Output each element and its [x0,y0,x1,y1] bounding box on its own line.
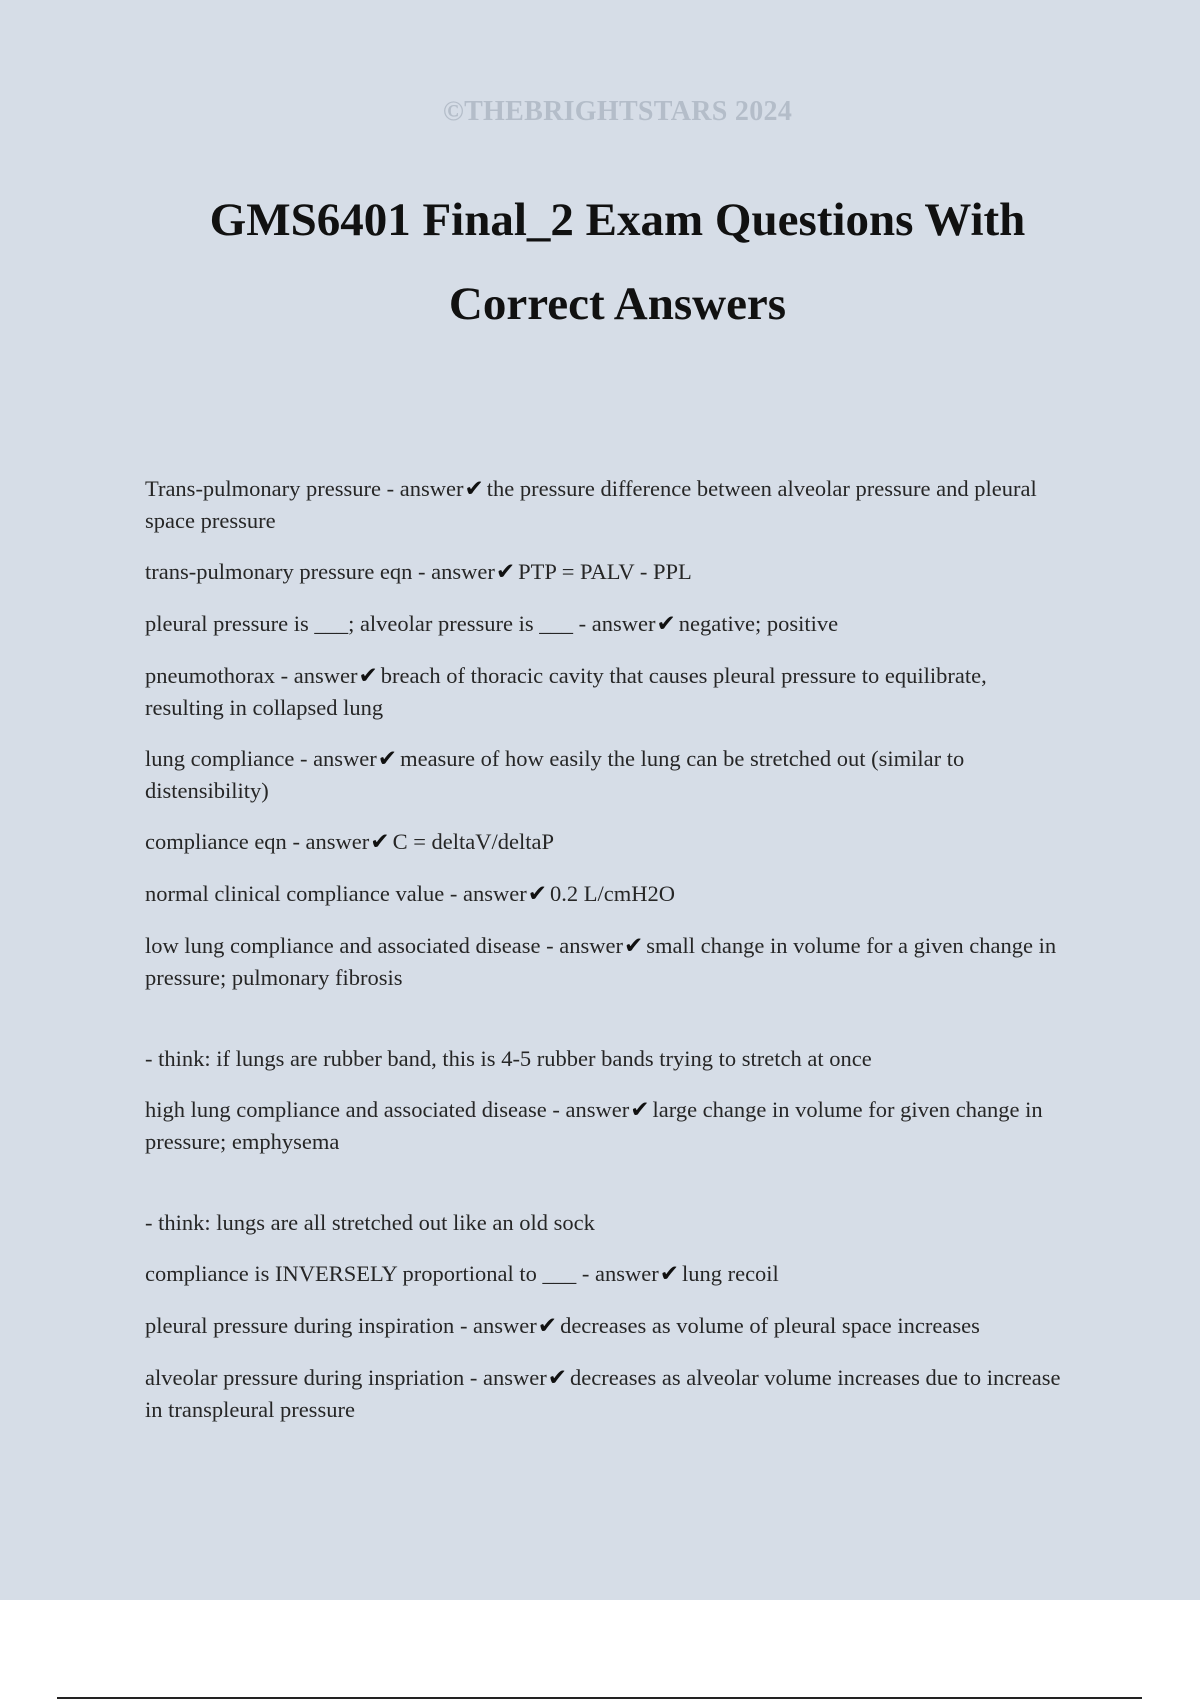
answer-separator: - answer [280,663,358,688]
qa-list [145,473,1065,1445]
answer-text: breach of thoracic cavity that causes pleural pressure to equilibrate, resulting in collapsed lung [145,663,987,720]
answer-text: decreases as alveolar volume increases due to increase in transpleural pressure [145,1365,1061,1422]
title-line-1: GMS6401 Final_2 Exam Questions With [209,194,1026,246]
question-term: lung compliance [145,746,295,771]
qa-item [145,1362,1065,1425]
question-term: Trans-pulmonary pressure [145,476,382,501]
check-icon: ✔ [537,1313,558,1339]
check-icon: ✔ [377,746,398,772]
answer-separator: - answer [299,746,377,771]
question-term: pleural pressure is ___; alveolar pressure is ___ [145,611,574,636]
title-line-2: Correct Answers [448,278,787,330]
answer-separator: - answer [552,1097,630,1122]
answer-text: large change in volume for given change in pressure; emphysema [145,1097,1043,1154]
question-term: pneumothorax [145,663,275,688]
question-term: normal clinical compliance value [145,881,445,906]
question-term: compliance is INVERSELY proportional to ___ [145,1261,577,1286]
qa-item [145,1258,1065,1290]
answer-text: PTP = PALV - PPL [518,559,692,584]
qa-item [145,1094,1065,1157]
answer-separator: - answer [459,1313,537,1338]
answer-separator: - answer [581,1261,659,1286]
answer-separator: - answer [449,881,527,906]
qa-item [145,556,1065,588]
question-term: trans-pulmonary pressure eqn [145,559,413,584]
answer-text: small change in volume for a given change in pressure; pulmonary fibrosis [145,933,1057,990]
answer-text: negative; positive [678,611,839,636]
answer-separator: - answer [578,611,656,636]
qa-item [145,473,1065,536]
answer-text: decreases as volume of pleural space increases [560,1313,980,1338]
think-note: - think: if lungs are rubber band, this is 4-5 rubber bands trying to stretch at once [145,1046,872,1071]
qa-item [145,608,1065,640]
check-icon: ✔ [630,1097,650,1123]
qa-item [145,1310,1065,1342]
question-term: alveolar pressure during inspriation [145,1365,465,1390]
qa-item [145,878,1065,910]
check-icon: ✔ [623,933,644,959]
question-term: low lung compliance and associated disease [145,933,541,958]
question-term: pleural pressure during inspiration [145,1313,455,1338]
think-note: - think: lungs are all stretched out like an old sock [145,1210,595,1235]
qa-item [145,743,1065,806]
answer-separator: - answer [292,829,370,854]
question-term: compliance eqn [145,829,287,854]
check-icon: ✔ [370,829,390,855]
answer-text: 0.2 L/cmH2O [550,881,675,906]
page-divider [57,1697,1142,1699]
page-title [180,178,1055,346]
answer-text: the pressure difference between alveolar pressure and pleural space pressure [145,476,1037,533]
check-icon: ✔ [547,1365,568,1391]
answer-separator: - answer [386,476,464,501]
answer-text: lung recoil [681,1261,779,1286]
check-icon: ✔ [659,1261,679,1287]
answer-text: measure of how easily the lung can be stretched out (similar to distensibility) [145,746,965,803]
check-icon: ✔ [527,881,547,907]
qa-item [145,660,1065,723]
answer-separator: - answer [546,933,623,958]
question-term: high lung compliance and associated disease [145,1097,547,1122]
answer-text: C = deltaV/deltaP [392,829,554,854]
qa-item [145,826,1065,858]
qa-item [145,930,1065,993]
check-icon: ✔ [495,559,516,585]
answer-separator: - answer [418,559,495,584]
answer-separator: - answer [469,1365,547,1390]
watermark: ©THEBRIGHTSTARS 2024 [442,96,793,127]
check-icon: ✔ [464,476,484,502]
check-icon: ✔ [656,611,676,637]
check-icon: ✔ [358,663,378,689]
